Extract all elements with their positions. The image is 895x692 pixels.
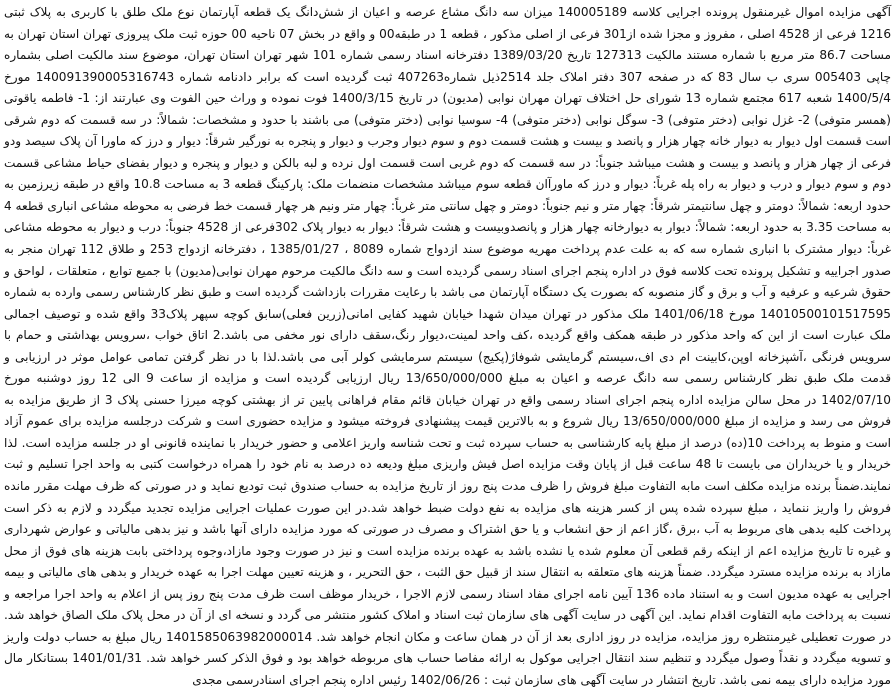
auction-notice xyxy=(4,2,892,687)
notice-text: آگهی مزایده اموال غیرمنقول پرونده اجرایی کلاسه 140005189 میزان سه دانگ مشاع عرصه و اعیان از شش‌دانگ یک قطعه آپارتمان نوع ملک طلق با کاربری به پلاک ثبتی 1216 فرعی از 4528 اصلی ، مفروز و مجزا شده از301 فرعی از اصلی مذکور ، قطعه 1 در طبقه00 و واقع در بخش 07 ناحیه 00 حوزه ثبت ملک پیروزی تهران استان تهران به مساحت 86.7 متر مربع با شماره مستند مالکیت 127313 تاریخ 1389/03/20 دفترخانه اسناد رسمی شماره 101 شهر تهران استان تهران، موضوع سند مالکیت اصلی بشماره چاپی 005403 سری ب سال 83 که در صفحه 307 دفتر املاک جلد 2514ذیل شماره407263 ثبت گردیده است که برابر دادنامه شماره 140091390005316743 مورخ 1400/5/4 شعبه 617 مجتمع شماره 13 شورای حل اختلاف تهران مهران نوابی (مدیون) در تاریخ 1400/3/15 فوت نموده و وراث حین الفوت وی عبارتند از: 1- فاطمه یاقوتی (همسر متوفی) 2- غزل نوابی (دختر متوفی) 3- سوگل نوابی (دختر متوفی) 4- سوسیا نوابی (دختر متوفی) می باشند با حدود و مشخصات: شمالاً: در سه قسمت که دوم شرقی است قسمت اول دیوار به دیوار خانه چهار هزار و پانصد و بیست و هشت قسمت دوم و سوم دیوار وجرب و دیوار و پنجره به نورگیر شرقاً: دیوار و درز که ماورا آن پلاک سیصد ودو فرعی از چهار هزار و پانصد و بیست و هشت میباشد جنوباً: در سه قسمت که دوم غربی است قسمت اول نرده و لبه بالکن و دیوار و پنجره و دیوار بفضای حیاط مشاعی قسمت دوم و سوم دیوار و درب و دیوار به راه پله غرباً: دیوار و درز که ماورآان قطعه سوم میباشد مشخصات منضمات ملک: پارکینگ قطعه 3 به مساحت 10.8 واقع در طبقه زیرزمین به حدود اربعه: شمالاً: دومتر و چهل سانتیمتر شرقاً: چهار متر و نیم جنوباً: دومتر و چهل سانتی متر غرباً: چهار متر ونیم هر چهار قسمت خط فرضی به محوطه مشاعی انباری قطعه 4 به مساحت 3.35 به حدود اربعه: شمالاً: دیوار به دیوارخانه چهار هزار و پانصدوبیست و هشت شرقاً: دیوار به دیوار پلاک 302فرعی از 4528 جنوباً: درب و دیوار به محوطه مشاعی غرباً: دیوار مشترک با انباری شماره سه که به علت عدم پرداخت مهریه موضوع سند ازدواج شماره 8089 ، 1385/01/27 ، دفترخانه ازدواج 253 و طلاق 112 تهران منجر به صدور اجراییه و تشکیل پرونده تحت کلاسه فوق در اداره پنجم اجرای اسناد رسمی گردیده است و سه دانگ مالکیت مرحوم مهران نوابی(مدیون) با جمیع توابع ، متعلقات ، لواحق و حقوق شرعیه و عرفیه و آب و برق و گاز منصوبه که بصورت یک دستگاه آپارتمان می باشد با رعایت مقررات بازداشت گردیده است و طبق نظر کارشناس رسمی وارده به شماره 14010500101517595 مورخ 1401/06/18 ملک مذکور در تهران میدان شهدا خیابان شهید کفایی امانی(زرین فعلی)سابق کوچه سپهر پلاک33 واقع شده و توصیف اجمالی ملک عبارت است از این که واحد مذکور در طبقه همکف واقع گردیده ،کف واحد لمینت،دیوار رنگ،سقف دارای نور مخفی می باشد.2 اتاق خواب ،سرویس بهداشتی و حمام با سرویس فرنگی ،آشپزخانه اوپن،کابینت ام دی اف،سیستم گرمایشی شوفاژ(پکیج) سیستم سرمایشی کولر آبی می باشد.لذا با در نظر گرفتن تمامی عوامل موثر در ارزیابی و قدمت ملک طبق نظر کارشناس رسمی سه دانگ عرصه و اعیان به مبلغ 13/650/000/000 ریال ارزیابی گردیده است و مزایده از ساعت 9 الی 12 روز دوشنبه مورخ 1402/07/10 در محل سالن مزایده اداره پنجم اجرای اسناد رسمی واقع در تهران خیابان قائم مقام فراهانی پایین تر از بهشتی کوچه میرزا حسنی پلاک 3 از طریق مزایده به فروش می رسد و مزایده از مبلغ 13/650/000/000 ریال شروع و به بالاترین قیمت پیشنهادی فروخته میشود و مزایده حضوری است و شرکت درجلسه مزایده برای عموم آزاد است و منوط به پرداخت 10(ده) درصد از مبلغ پایه کارشناسی به حساب سپرده ثبت و تحت شناسه واریز اعلامی و حضور خریدار با نماینده قانونی او در جلسه مزایده است. لذا خریدار و یا خریداران می بایست تا 48 ساعت قبل از پایان وقت مزایده اصل فیش واریزی مبلغ ودیعه ده درصد به نام خود را همراه درخواست کتبی به واحد اجرا تسلیم و ثبت نمایند.ضمناً برنده مزایده مکلف است مابه التفاوت مبلغ فروش را ظرف مدت پنج روز از تاریخ مزایده به حساب صندوق ثبت تودیع نماید و در صورتی که ظرف مهلت مقرر مانده فروش را واریز ننماید ، مبلغ سپرده شده پس از کسر هزینه های مزایده به نفع دولت ضبط خواهد شد.در این صورت عملیات اجرایی مزایده تجدید میگردد و لازم به ذکر است پرداخت کلیه بدهی های مربوط به آب ،برق ،گاز اعم از حق انشعاب و یا حق اشتراک و مصرف در صورتی که مورد مزایده دارای آنها باشد و نیز بدهی مالیاتی و عوارض شهرداری و غیره تا تاریخ مزایده اعم از اینکه رقم قطعی آن معلوم شده یا نشده باشد به عهده برنده مزایده است و نیز در صورت وجود مازاد،وجوه پرداختی بابت هزینه های فوق از محل مازاد به برنده مزایده مسترد میگردد. ضمناً هزینه های متعلقه به انتقال سند از قبیل حق الثبت ، حق التحریر ، و هزینه تعیین مهلت اجرا به عهده خریدار و بدهی های مالیاتی و بیمه اجرایی به عهده مدیون است و به استناد ماده 136 آیین نامه اجرای مفاد اسناد رسمی لازم الاجرا ، خریدار موظف است ظرف مدت پنج روز پس از اعلام به واحد اجرا مراجعه و نسبت به پرداخت مابه التفاوت اقدام نماید. این آگهی در سایت آگهی های سازمان ثبت اسناد و املاک کشور منتشر می گردد و نسخه ای از آن در محل پلاک ملک الصاق خواهد شد. در صورت تعطیلی غیرمنتظره روز مزایده، مزایده در روز اداری بعد از آن در همان ساعت و مکان انجام خواهد شد. 1401585063982000014 ریال مبلغ به حساب دولت واریز و تسویه میگردد و نقداً وصول میگردد و تنظیم سند انتقال اجرایی موکول به ارائه مفاصا حساب های مربوطه خواهد بود و فوق الذکر کسر خواهد شد. 1401/01/31 بستانکار مال مورد مزایده دارای بیمه نمی باشد. تاریخ انتشار در سایت آگهی های سازمان ثبت : 1402/06/26 رئیس اداره پنجم اجرای اسنادرسمی مجدی xyxy=(4,5,892,687)
